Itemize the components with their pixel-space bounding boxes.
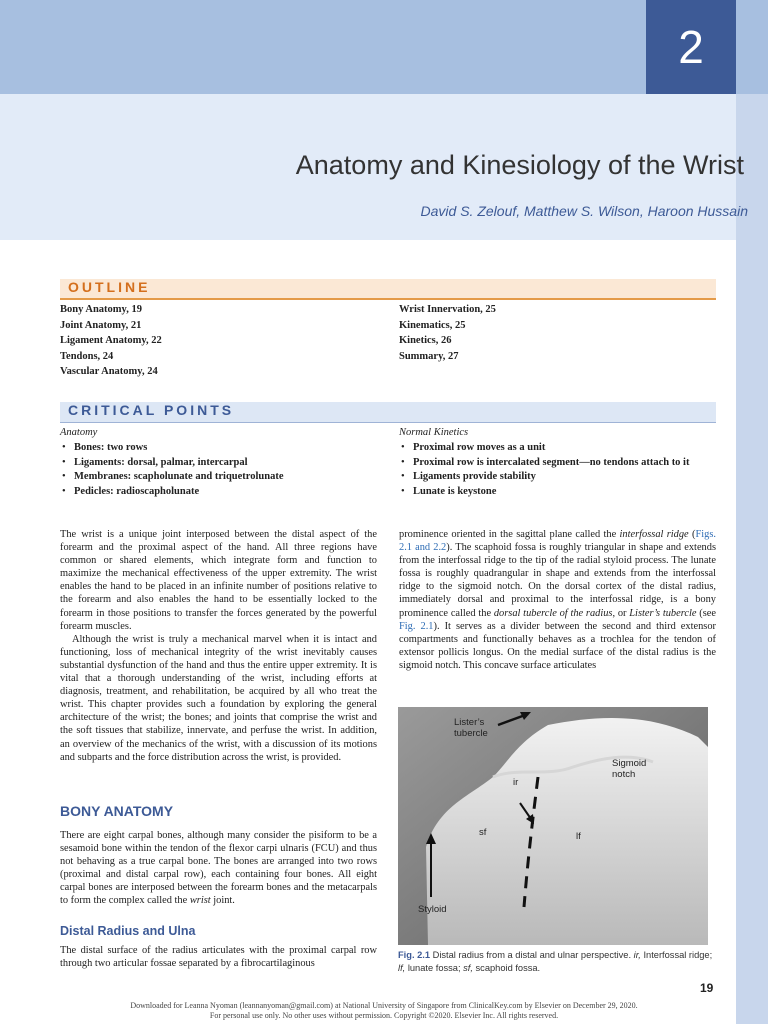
chapter-header-band [0,0,736,94]
outline-item[interactable]: Vascular Anatomy, 24 [60,366,158,378]
critical-point: • Membranes: scapholunate and triquetrolunate [60,470,284,485]
outline-item[interactable]: Ligament Anatomy, 22 [60,335,162,347]
text: Distal radius from a distal and ulnar perspective. [430,950,634,960]
text: ). The scaphoid fossa is roughly triangular in shape and extends from the interfossal ridge to the tip of the radial styloid process. The lunate fossa is roughly quadrangular in shape and extends from the interfossal ridge to the sigmoid notch. On the dorsal cortex of the distal radius, immediately dorsal and proximal to the interfossal ridge, is a bony prominence called the [399,542,716,619]
text: lunate fossa; [405,963,464,973]
text: (see [696,607,717,619]
outline-item[interactable]: Joint Anatomy, 21 [60,319,142,331]
critical-point: • Lunate is keystone [399,485,689,500]
outline-item[interactable]: Wrist Innervation, 25 [399,304,496,315]
text: ). It serves as a divider between the second and third extensor compartments and functionally behaves as a trochlea for the tendon of extensor pollicis longus. On the medial surface of the distal radius is the sigmoid notch. This concave surface articulates [399,620,717,671]
intro-text [60,528,377,764]
emphasis: interfossal ridge [619,529,689,540]
footer-line: For personal use only. No other uses without permission. Copyright ©2020. Elsevier Inc. All rights reserved. [209,1011,559,1020]
outline-heading: OUTLINE [68,279,151,295]
page-side-bar-top [736,0,768,94]
text: , or [612,607,630,619]
text: scaphoid fossa. [472,963,541,973]
critical-point: • Bones: two rows [60,441,284,456]
emphasis: ir, [633,950,641,960]
outline-list-right [399,302,496,364]
subsection-heading-distal-radius: Distal Radius and Ulna [60,924,196,938]
label-listers-tubercle: Lister’s tubercle [454,717,488,739]
emphasis: lf, [398,963,406,973]
emphasis: Lister’s tubercle [629,607,697,619]
emphasis: wrist [189,895,211,907]
critical-point: • Proximal row moves as a unit [399,441,689,456]
figure-link[interactable]: Fig. 2.1 [399,620,434,632]
outline-heading-bar [60,279,716,300]
critical-points-heading: CRITICAL POINTS [68,402,235,418]
footer-line: Downloaded for Leanna Nyoman (leannanyoman@gmail.com) at National University of Singapore from ClinicalKey.com by Elsevier on December 29, 2020. [130,1001,638,1010]
critical-subheading: Anatomy [60,427,98,438]
label-lf: lf [576,831,581,842]
outline-item[interactable]: Summary, 27 [399,350,459,362]
text: prominence oriented in the sagittal plane called the [399,529,620,540]
paragraph: The wrist is a unique joint interposed between the distal aspect of the forearm and the proximal aspect of the hand. All three regions have common or shared elements, which integrate form and function to maximize the mechanical effectiveness of the upper extremity. The wrist enables the hand to be placed in an infinite number of positions relative to the forearm and also enables the hand to be essentially locked to the forearm in those positions to transfer the forces generated by the powerful forearm muscles. [60,529,377,632]
right-column-text [399,528,716,672]
critical-point: • Pedicles: radioscapholunate [60,485,284,500]
bony-anatomy-text [60,829,377,908]
section-heading-bony-anatomy: BONY ANATOMY [60,803,174,819]
critical-point: • Ligaments provide stability [399,470,689,485]
paragraph: Although the wrist is truly a mechanical marvel when it is intact and functioning, loss of mechanical integrity of the wrist inevitably causes substantial dysfunction of the hand and thus the entire upper extremity. It is vital that a thorough understanding of the wrist, including efforts at diagnosis, treatment, and rehabilitation, be acquired by all who treat the wrist. This chapter provides such a foundation by exploring the general architecture of the wrist; the bones; and joints that comprise the wrist and the soft tissues that stabilize, innervate, and perfuse the wrist. In addition, an overview of the mechanics of the wrist, with a discussion of its motions and subparts and the force distribution across the wrist, is provided. [60,633,377,763]
outline-item[interactable]: Tendons, 24 [60,350,114,362]
chapter-title: Anatomy and Kinesiology of the Wrist [295,150,744,180]
page-number: 19 [700,981,714,995]
distal-radius-photo [398,707,708,945]
text: Interfossal ridge; [640,950,713,960]
emphasis: sf, [463,963,473,973]
outline-item[interactable]: Kinetics, 26 [399,335,452,347]
outline-item[interactable]: Kinematics, 25 [399,319,466,331]
outline-item[interactable]: Bony Anatomy, 19 [60,304,142,315]
download-footer [0,1001,768,1021]
paragraph [60,829,377,908]
label-sf: sf [479,827,487,838]
paragraph [399,528,716,672]
paragraph: The distal surface of the radius articulates with the proximal carpal row through two articular fossae separated by a fibrocartilaginous [60,945,377,970]
critical-points-heading-bar [60,402,716,423]
label-styloid: Styloid [418,904,447,915]
text: ( [688,529,696,540]
emphasis: dorsal tubercle of the radius [493,607,613,619]
critical-subheading: Normal Kinetics [399,427,469,438]
label-sigmoid-notch: Sigmoid notch [612,758,647,780]
chapter-number: 2 [646,0,736,94]
caption-label: Fig. 2.1 [398,950,431,960]
label-ir: ir [513,777,519,788]
critical-points-right [399,426,689,500]
chapter-authors: David S. Zelouf, Matthew S. Wilson, Haroon Hussain [420,203,748,219]
text: joint. [210,895,235,907]
outline-list-left [60,302,162,380]
critical-point: • Proximal row is intercalated segment—no tendons attach to it [399,456,689,471]
distal-radius-text [60,944,377,970]
critical-point: • Ligaments: dorsal, palmar, intercarpal [60,456,284,471]
text: There are eight carpal bones, although many consider the pisiform to be a sesamoid bone within the tendon of the flexor carpi ulnaris (FCU) and thus not behaving as a true carpal bone. The bones are arranged into two rows (proximal and distal carpal row), each containing four bones. All eight carpal bones are interposed between the forearm bones and the metacarpals to form the complex called the [60,830,377,907]
figure-link[interactable]: Figs. 2.1 and 2.2 [399,529,716,554]
critical-points-left [60,426,284,500]
figure-caption [398,949,714,975]
